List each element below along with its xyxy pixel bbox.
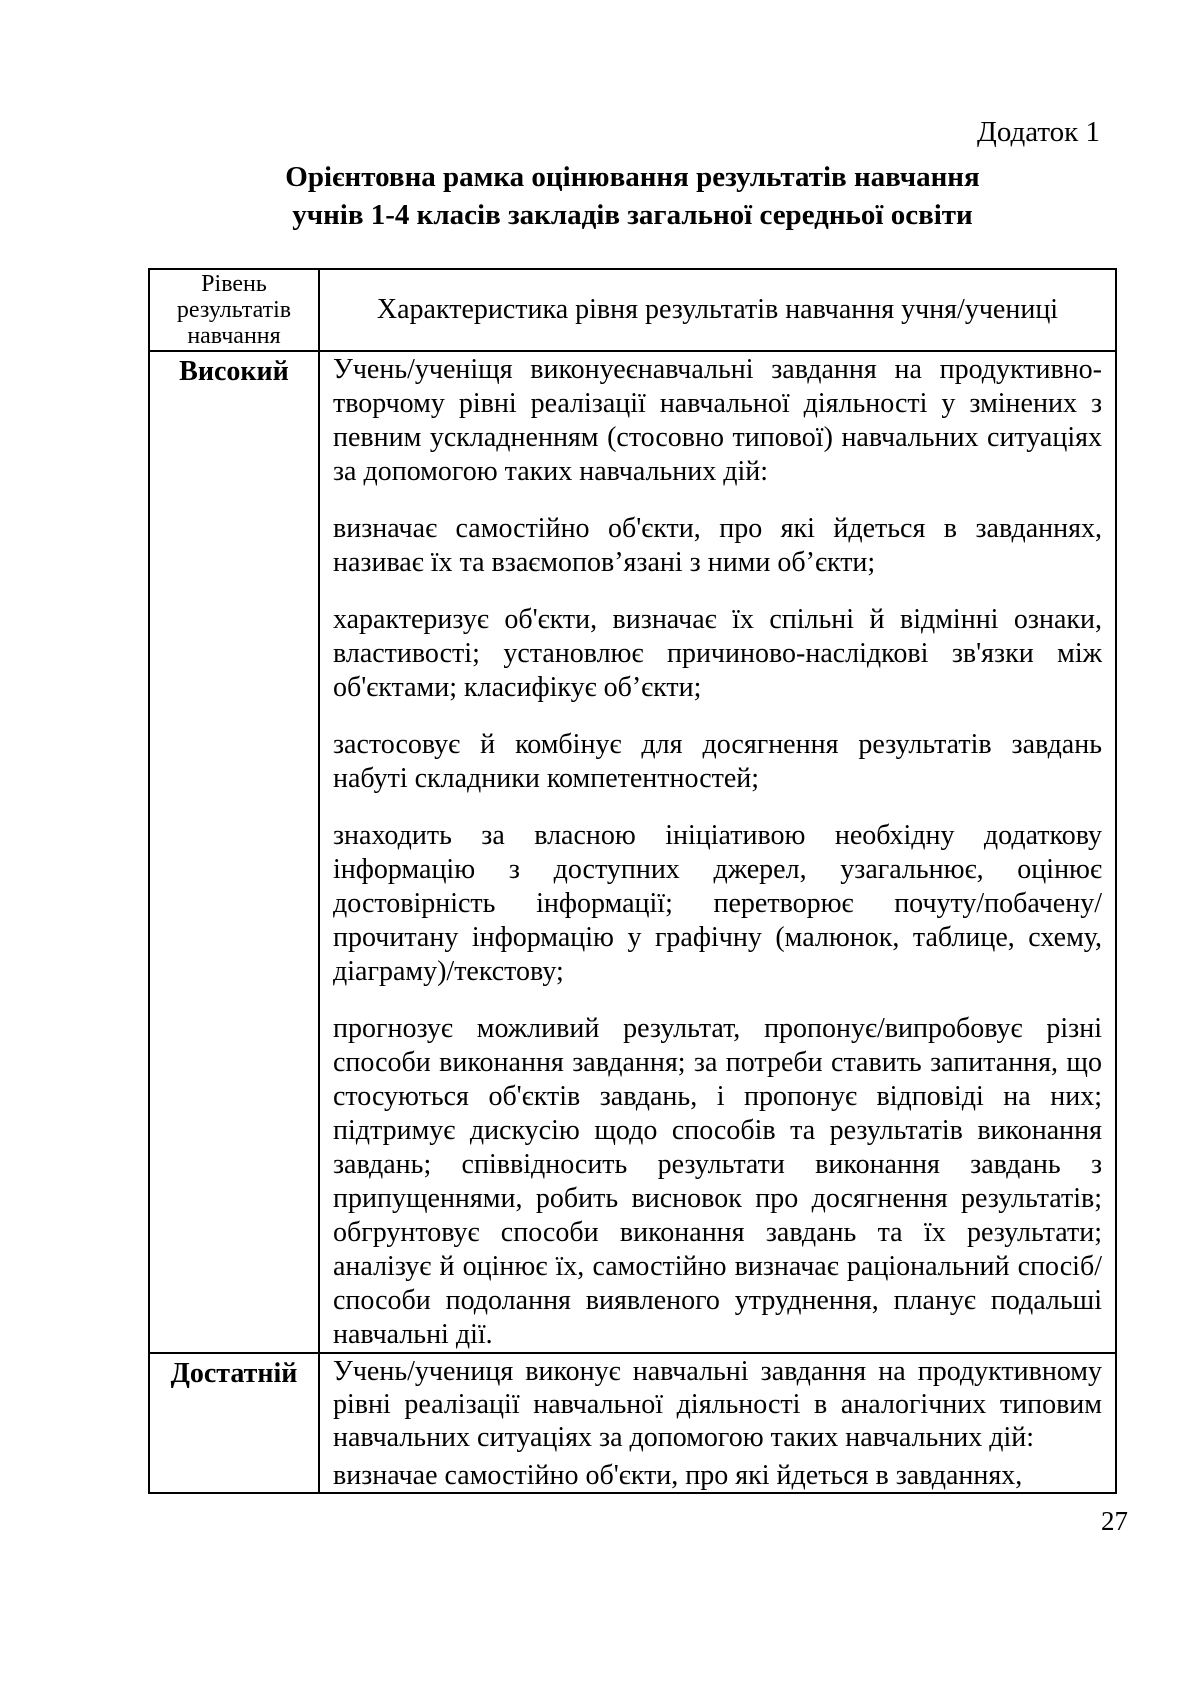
description-cell-sufficient	[320, 1354, 1115, 1492]
table-row-high-level	[150, 350, 1115, 1352]
paragraph: застосовує й комбінує для досягнення результатів завдань набуті складники компетентностей;	[333, 729, 1102, 794]
paragraph: Учень/ученіщя виконуеєнавчальні завдання на продуктивно-творчому рівні реалізації навчальної діяльності у змінених з певним ускладненням (стосовно типової) навчальних ситуаціях за допомогою таких навчальних дій:	[333, 354, 1102, 487]
page-title-line2: учнів 1-4 класів закладів загальної середньої освіти	[292, 199, 973, 231]
level-label-sufficient: Достатній	[170, 1358, 298, 1389]
level-cell-sufficient	[150, 1354, 320, 1492]
paragraph: знаходить за власною ініціативою необхідну додаткову інформацію з доступних джерел, узагальнює, оцінює достовірність інформації; перетворює почуту/побачену/прочитану інформацію у графічну (малюнок, таблице, схему, діаграму)/текстову;	[333, 820, 1102, 987]
header-level-column	[150, 270, 320, 350]
paragraph: визначає самостійно об'єкти, про які йдеться в завданнях, називає їх та взаємопов’язані з ними об’єкти;	[333, 513, 1102, 578]
assessment-table	[148, 268, 1117, 1494]
paragraph: визначае самостійно об'єкти, про які йдеться в завданнях,	[333, 1460, 1023, 1491]
level-cell-high	[150, 352, 320, 1352]
page-number: 27	[1101, 1506, 1128, 1536]
level-label-high: Високий	[179, 356, 289, 387]
paragraph: Учень/учениця виконує навчальні завдання на продуктивному рівні реалізації навчальної діяльності в аналогічних типовим навчальних ситуаціях за допомогою таких навчальних дій:	[333, 1356, 1102, 1453]
header-level-column-label: Рівень результатів навчання	[176, 271, 292, 349]
header-description-column-label: Характеристика рівня результатів навчання учня/учениці	[376, 294, 1059, 325]
description-cell-high	[320, 352, 1115, 1352]
page-title	[148, 158, 1117, 234]
paragraph: характеризує об'єкти, визначає їх спільні й відмінні ознаки, властивості; установлює причиново-наслідкові зв'язки між об'єктами; класифікує об’єкти;	[333, 604, 1102, 703]
header-description-column	[320, 270, 1115, 350]
table-row-sufficient-level	[150, 1352, 1115, 1492]
appendix-label: Додаток 1	[977, 116, 1100, 148]
paragraph: прогнозує можливий результат, пропонує/випробовує різні способи виконання завдання; за потреби ставить запитання, що стосуються об'єктів завдань, і пропонує відповіді на них; підтримує дискусію щодо способів та результатів виконання завдань; співвідносить результати виконання завдань з припущеннями, робить висновок про досягнення результатів; обгрунтовує способи виконання завдань та їх результати; аналізує й оцінює їх, самостійно визначає раціональний спосіб/способи подолання виявленого утруднення, планує подальші навчальні дії.	[333, 1013, 1102, 1350]
table-header-row	[150, 270, 1115, 350]
page-title-line1: Орієнтовна рамка оцінювання результатів навчання	[285, 161, 980, 193]
